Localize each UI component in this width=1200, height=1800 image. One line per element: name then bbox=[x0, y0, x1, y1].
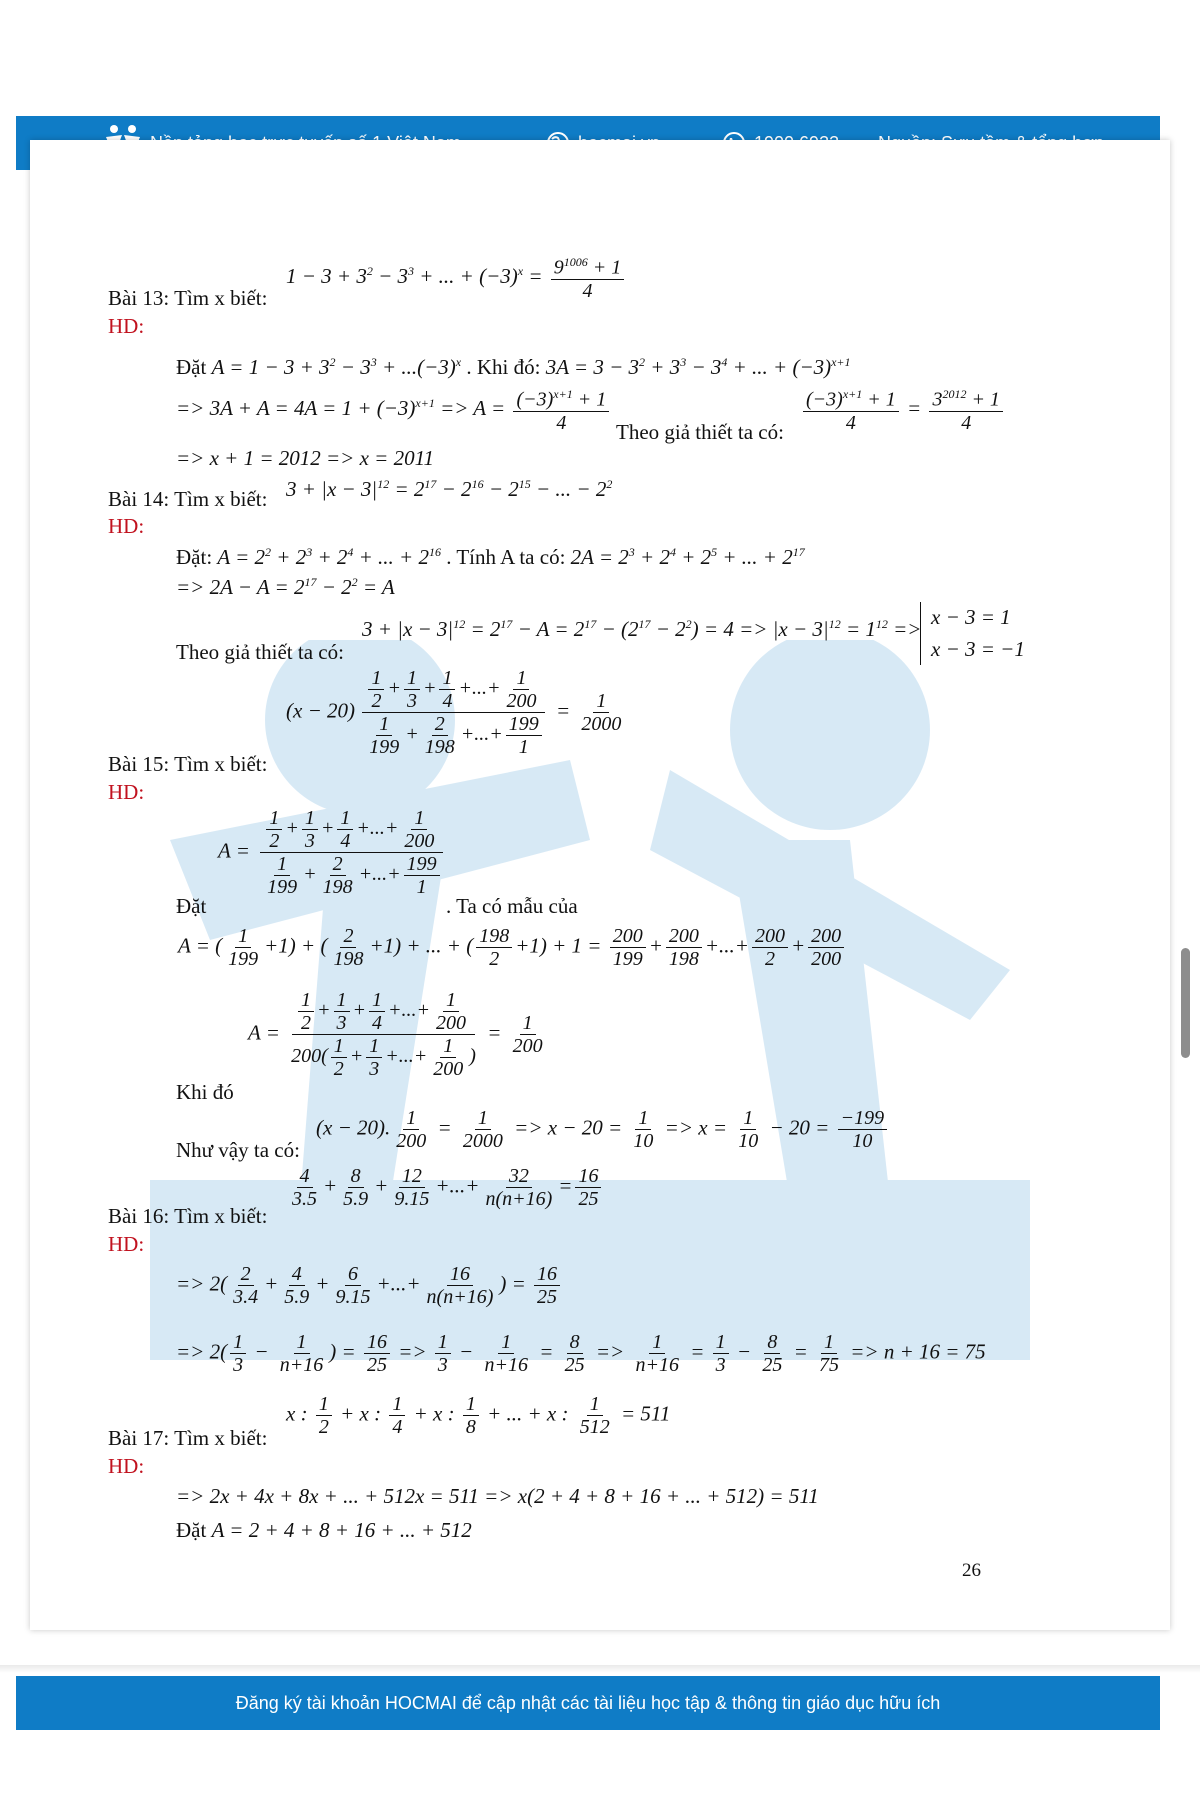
problem-13-title: Bài 13: Tìm x biết: bbox=[108, 286, 268, 310]
problem-14-hd: HD: bbox=[108, 514, 145, 538]
problem-14-title: Bài 14: Tìm x biết: bbox=[108, 487, 268, 511]
footer-bar bbox=[16, 1676, 1160, 1730]
p15-line2: A = ( $\frac{1}{199}$ +1) + ( $\frac{2}{198}$ +1) + ... + ( $\frac{198}{2}$ +1) + 1 = $\frac{200}{199}$ + $\frac{200}{198}$ +...+ $\frac{200}{2}$ + $\frac{200}{200}$ bbox=[178, 926, 847, 969]
page-gap bbox=[0, 1665, 1200, 1673]
p14-cases: x − 3 = 1 x − 3 = −1 bbox=[920, 602, 1025, 665]
p13-khido-label: . Khi đó: bbox=[466, 355, 541, 379]
p16-line1: => 2( $\frac{2}{3.4}$ + $\frac{4}{5.9}$ + $\frac{6}{9.15}$ +...+ $\frac{16}{n(n+16)}$ ) = $\frac{16}{25}$ bbox=[176, 1264, 563, 1307]
p13-line2: => $3A + A = 4A = 1 + (-3)^{x+1} => A$ = $\frac{(-3)^{x+1} + 1}{4}$ bbox=[176, 388, 612, 433]
problem-17-equation: x : $\frac{1}{2}$ + x : $\frac{1}{4}$ + x : $\frac{1}{8}$ + ... + x : $\frac{1}{512}$ = 511 bbox=[286, 1393, 671, 1438]
p16-line2: => 2( $\frac{1}{3}$ − $\frac{1}{n+16}$ ) = $\frac{16}{25}$ => $\frac{1}{3}$ − $\frac{1}{n+16}$ = $\frac{8}{25}$ => $\frac{1}{n+16}$ = $\frac{1}{3}$ − $\frac{8}{25}$ = $\frac{1}{75}$ => n + 16 = 75 bbox=[176, 1331, 986, 1376]
problem-16-hd: HD: bbox=[108, 1232, 145, 1256]
p13-theo-label: Theo giả thiết ta có: bbox=[616, 420, 784, 444]
p15-nhuvay-label: Như vậy ta có: bbox=[176, 1138, 300, 1162]
problem-15-equation: (x − 20) $\frac{1}{2}$ + $\frac{1}{3}$ + $\frac{1}{4}$ +...+ $\frac{1}{200}$ $\frac{1}{199}$ + $\frac{2}{198}$ +...+ $\frac{199}{1}$ = $\frac{1}{2000}$ bbox=[286, 667, 622, 758]
p14-line2: => $2A - A = 2^{17} - 2^2 = A$ bbox=[176, 575, 395, 599]
p14-tinh-label: . Tính A ta có: bbox=[446, 545, 566, 569]
problem-17-title: Bài 17: Tìm x biết: bbox=[108, 1426, 268, 1450]
p15-line1: A = $\frac{1}{2}$ + $\frac{1}{3}$ + $\frac{1}{4}$ +...+ $\frac{1}{200}$ $\frac{1}{199}$ + $\frac{2}{198}$ +...+ $\frac{199}{1}$ bbox=[218, 808, 449, 897]
p15-mau-label: . Ta có mẫu của bbox=[446, 894, 578, 918]
p15-line3: A = $\frac{1}{2}$ + $\frac{1}{3}$ + $\frac{1}{4}$ +...+ $\frac{1}{200}$ 200( $\frac{1}{2}$ + $\frac{1}{3}$ +...+ $\frac{1}{200}$ ) = $\frac{1}{200}$ bbox=[248, 989, 543, 1080]
problem-16-equation: $\frac{4}{3.5}$ + $\frac{8}{5.9}$ + $\frac{12}{9.15}$ +...+ $\frac{32}{n(n+16)}$ = $\frac{16}{25}$ bbox=[286, 1166, 604, 1209]
scrollbar-thumb[interactable] bbox=[1181, 948, 1190, 1058]
p14-dat-label: Đặt: bbox=[176, 545, 213, 569]
p13-line1: Đặt $A = 1 - 3 + 3^2 - 3^3 + ...(-3)^x$ . Khi đó: $3A = 3 - 3^2 + 3^3 - 3^4$ + ... + $(-3)^{x+1}$ bbox=[176, 355, 851, 379]
p15-line4: (x − 20). $\frac{1}{200}$ = $\frac{1}{2000}$ => x − 20 = $\frac{1}{10}$ => x = $\frac{1}{10}$ − 20 = $\frac{-199}{10}$ bbox=[316, 1108, 890, 1151]
problem-14-equation: $3 + |x - 3|^{12} = 2^{17} - 2^{16} - 2^{15}$ − ... − $2^2$ bbox=[286, 477, 613, 501]
footer-text: Đăng ký tài khoản HOCMAI để cập nhật các tài liệu học tập & thông tin giáo dục hữu ích bbox=[235, 1692, 941, 1713]
problem-13-hd: HD: bbox=[108, 314, 145, 338]
p14-theo-label: Theo giả thiết ta có: bbox=[176, 640, 344, 664]
problem-16-title: Bài 16: Tìm x biết: bbox=[108, 1204, 268, 1228]
problem-15-title: Bài 15: Tìm x biết: bbox=[108, 752, 268, 776]
p14-line3: $3 + |x - 3|^{12} = 2^{17} - A = 2^{17} - (2^{17} - 2^2) = 4 => |x - 3|^{12} = 1^{12}$ => bbox=[362, 617, 922, 641]
p17-line1: => 2x + 4x + 8x + ... + 512x = 511 => x(2 + 4 + 8 + 16 + ... + 512) = 511 bbox=[176, 1484, 819, 1508]
page-number: 26 bbox=[962, 1560, 981, 1581]
p17-dat-label: Đặt bbox=[176, 1518, 207, 1542]
problem-17-hd: HD: bbox=[108, 1454, 145, 1478]
p13-line3: => x + 1 = 2012 => x = 2011 bbox=[176, 446, 435, 470]
p14-line1: Đặt: $A = 2^2 + 2^3 + 2^4$ + ... + $2^{16}$ . Tính A ta có: $2A = 2^3 + 2^4 + 2^5$ + ... + $2^{17}$ bbox=[176, 545, 805, 569]
problem-13-equation: $1 - 3 + 3^2 - 3^3$ + ... + $(-3)^x$ = $\frac{9^{1006} + 1}{4}$ bbox=[286, 256, 627, 301]
p15-dat-label: Đặt bbox=[176, 894, 207, 918]
p13-dat-label: Đặt bbox=[176, 355, 207, 379]
p13-line2b: $\frac{(-3)^{x+1} + 1}{4}$ = $\frac{3^{2012} + 1}{4}$ bbox=[800, 388, 1006, 433]
p17-line2: Đặt A = 2 + 4 + 8 + 16 + ... + 512 bbox=[176, 1518, 472, 1542]
problem-15-hd: HD: bbox=[108, 780, 145, 804]
p15-khido-label: Khi đó bbox=[176, 1080, 234, 1104]
